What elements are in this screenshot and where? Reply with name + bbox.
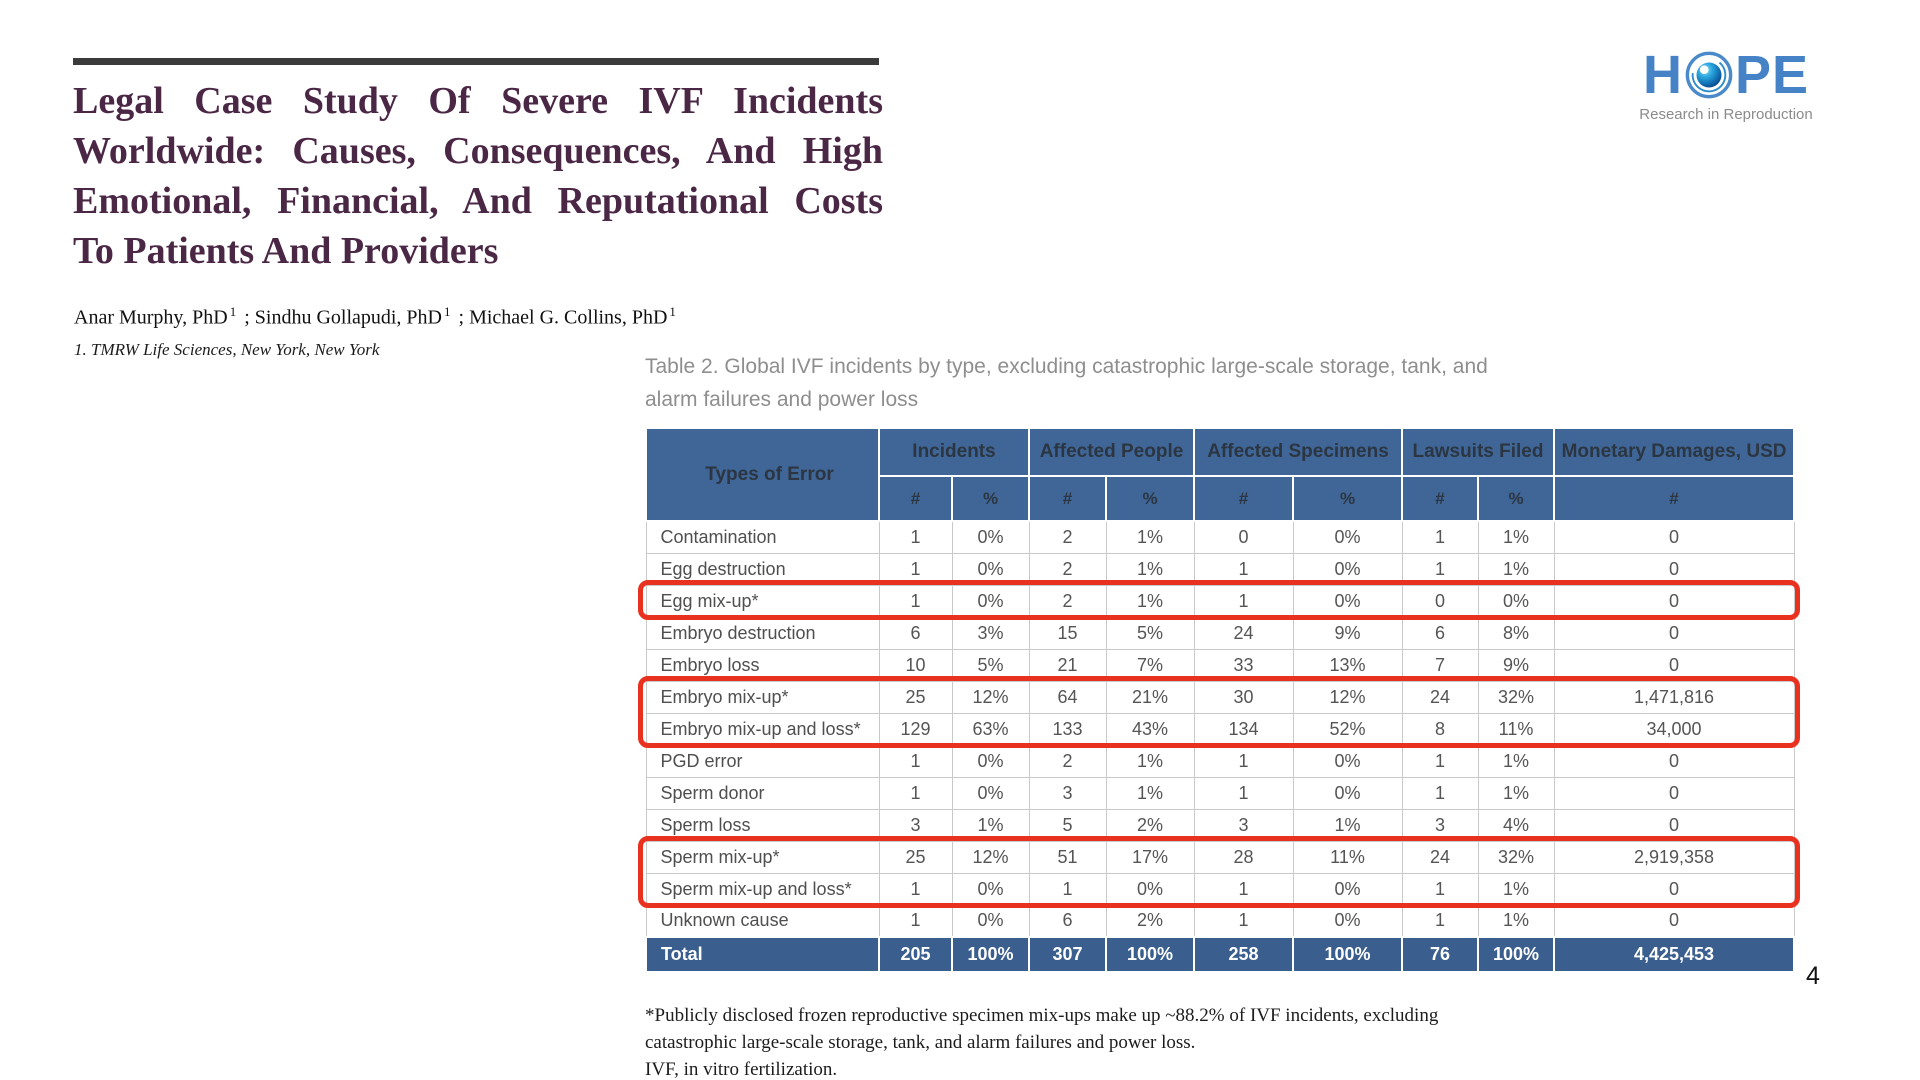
cell-value: 11%: [1293, 841, 1402, 873]
cell-value: 1: [1194, 553, 1293, 585]
cell-value: 2,919,358: [1554, 841, 1794, 873]
cell-value: 12%: [1293, 681, 1402, 713]
cell-value: 8%: [1478, 617, 1554, 649]
table-row: [646, 521, 1794, 553]
cell-value: 25: [879, 681, 952, 713]
cell-value: 1%: [1106, 585, 1194, 617]
cell-value: 1: [1194, 745, 1293, 777]
author-affiliation-sup: 1: [444, 304, 451, 319]
row-label: Sperm mix-up*: [646, 841, 879, 873]
cell-value: 1%: [1106, 553, 1194, 585]
subheader-incidents-pct: %: [952, 476, 1029, 521]
cell-value: 7%: [1106, 649, 1194, 681]
cell-value: 1: [1029, 873, 1106, 905]
author-affiliation-sup: 1: [669, 304, 676, 319]
cell-value: 5: [1029, 809, 1106, 841]
row-label: Embryo destruction: [646, 617, 879, 649]
author-separator: ;: [453, 306, 470, 329]
cell-value: 25: [879, 841, 952, 873]
table-body: [646, 521, 1794, 971]
cell-value: 32%: [1478, 681, 1554, 713]
row-label: Unknown cause: [646, 905, 879, 937]
cell-value: 2: [1029, 585, 1106, 617]
cell-value: 21: [1029, 649, 1106, 681]
cell-value: 1: [879, 745, 952, 777]
cell-value: 4%: [1478, 809, 1554, 841]
cell-value: 1: [1194, 777, 1293, 809]
cell-value: 10: [879, 649, 952, 681]
cell-value: 0%: [1293, 585, 1402, 617]
row-label: Egg mix-up*: [646, 585, 879, 617]
cell-value: 0: [1554, 745, 1794, 777]
cell-value: 0: [1554, 585, 1794, 617]
table-row: [646, 745, 1794, 777]
subheader-incidents-num: #: [879, 476, 952, 521]
footnotes: [645, 1002, 1515, 1080]
cell-value: 2: [1029, 553, 1106, 585]
table-row: [646, 617, 1794, 649]
cell-value: 0%: [1293, 873, 1402, 905]
cell-value: 0: [1554, 553, 1794, 585]
cell-value: 1: [1402, 521, 1478, 553]
cell-value: 258: [1194, 937, 1293, 971]
cell-value: 1: [1194, 585, 1293, 617]
cell-value: 7: [1402, 649, 1478, 681]
cell-value: 1%: [952, 809, 1029, 841]
logo-letter-h: H: [1642, 45, 1683, 105]
cell-value: 0: [1554, 905, 1794, 937]
table-row: [646, 649, 1794, 681]
cell-value: 30: [1194, 681, 1293, 713]
cell-value: 21%: [1106, 681, 1194, 713]
cell-value: 5%: [952, 649, 1029, 681]
row-label: Embryo mix-up*: [646, 681, 879, 713]
cell-value: 1%: [1478, 553, 1554, 585]
cell-value: 0%: [952, 553, 1029, 585]
cell-value: 1%: [1478, 777, 1554, 809]
subheader-specimens-pct: %: [1293, 476, 1402, 521]
cell-value: 307: [1029, 937, 1106, 971]
cell-value: 133: [1029, 713, 1106, 745]
cell-value: 1: [879, 905, 952, 937]
cell-value: 0: [1554, 777, 1794, 809]
cell-value: 12%: [952, 681, 1029, 713]
cell-value: 0%: [952, 905, 1029, 937]
cell-value: 6: [1402, 617, 1478, 649]
table-row: [646, 809, 1794, 841]
cell-value: 0: [1554, 873, 1794, 905]
cell-value: 8: [1402, 713, 1478, 745]
col-group-affected-specimens: Affected Specimens: [1194, 428, 1402, 476]
cell-value: 0%: [952, 585, 1029, 617]
cell-value: 1%: [1106, 777, 1194, 809]
cell-value: 1%: [1106, 521, 1194, 553]
cell-value: 1: [879, 553, 952, 585]
table-row: [646, 713, 1794, 745]
cell-value: 1%: [1293, 809, 1402, 841]
row-label: Embryo mix-up and loss*: [646, 713, 879, 745]
table-row: [646, 905, 1794, 937]
row-label: Sperm mix-up and loss*: [646, 873, 879, 905]
cell-value: 0%: [1293, 745, 1402, 777]
cell-value: 0: [1554, 649, 1794, 681]
cell-value: 129: [879, 713, 952, 745]
cell-value: 1: [1194, 905, 1293, 937]
cell-value: 3%: [952, 617, 1029, 649]
cell-value: 28: [1194, 841, 1293, 873]
table-row: [646, 585, 1794, 617]
cell-value: 63%: [952, 713, 1029, 745]
cell-value: 12%: [952, 841, 1029, 873]
table-total-row: [646, 937, 1794, 971]
hope-logo-wordmark: [1643, 46, 1809, 104]
cell-value: 76: [1402, 937, 1478, 971]
cell-value: 0: [1554, 521, 1794, 553]
cell-value: 24: [1402, 681, 1478, 713]
cell-value: 0%: [1106, 873, 1194, 905]
cell-value: 100%: [1478, 937, 1554, 971]
cell-value: 1: [879, 777, 952, 809]
cell-value: 3: [879, 809, 952, 841]
cell-value: 5%: [1106, 617, 1194, 649]
subheader-lawsuits-pct: %: [1478, 476, 1554, 521]
footnote-ivf: IVF, in vitro fertilization.: [645, 1059, 838, 1080]
cell-value: 134: [1194, 713, 1293, 745]
cell-value: 1%: [1478, 873, 1554, 905]
cell-value: 100%: [952, 937, 1029, 971]
subheader-specimens-num: #: [1194, 476, 1293, 521]
col-group-monetary-damages: Monetary Damages, USD: [1554, 428, 1794, 476]
cell-value: 0%: [1293, 521, 1402, 553]
cell-value: 100%: [1293, 937, 1402, 971]
title-line: Legal Case Study Of Severe IVF Incidents: [73, 80, 883, 122]
affiliation: 1. TMRW Life Sciences, New York, New York: [74, 340, 380, 359]
cell-value: 0%: [952, 745, 1029, 777]
subheader-people-pct: %: [1106, 476, 1194, 521]
row-label: Embryo loss: [646, 649, 879, 681]
cell-value: 3: [1029, 777, 1106, 809]
subheader-damages-num: #: [1554, 476, 1794, 521]
title-line: Emotional, Financial, And Reputational Costs: [73, 180, 883, 222]
row-label: PGD error: [646, 745, 879, 777]
authors-line: [74, 304, 834, 330]
cell-value: 64: [1029, 681, 1106, 713]
table-caption: Table 2. Global IVF incidents by type, excluding catastrophic large-scale storage, tank, and alarm failures and power loss: [645, 355, 1488, 411]
table-container: [645, 427, 1793, 971]
cell-value: 9%: [1293, 617, 1402, 649]
cell-value: 17%: [1106, 841, 1194, 873]
table-row: [646, 681, 1794, 713]
author-name: Michael G. Collins, PhD: [469, 306, 668, 329]
cell-value: 100%: [1106, 937, 1194, 971]
cell-value: 4,425,453: [1554, 937, 1794, 971]
cell-value: 1%: [1478, 521, 1554, 553]
col-group-affected-people: Affected People: [1029, 428, 1194, 476]
logo-letters-pe: PE: [1734, 45, 1810, 105]
cell-value: 3: [1194, 809, 1293, 841]
row-label: Sperm loss: [646, 809, 879, 841]
cell-value: 1: [1194, 873, 1293, 905]
cell-value: 0: [1402, 585, 1478, 617]
logo-tagline: Research in Reproduction: [1639, 106, 1813, 123]
cell-value: 2%: [1106, 809, 1194, 841]
author-separator: ;: [239, 306, 255, 329]
cell-value: 1: [1402, 553, 1478, 585]
cell-value: 0: [1194, 521, 1293, 553]
cell-value: 33: [1194, 649, 1293, 681]
footnote-asterisk: *Publicly disclosed frozen reproductive specimen mix-ups make up ~88.2% of IVF incidents, excluding catastrophic large-scale storage, tank, and alarm failures and power loss.: [645, 1005, 1439, 1053]
cell-value: 0: [1554, 809, 1794, 841]
cell-value: 6: [879, 617, 952, 649]
subheader-people-num: #: [1029, 476, 1106, 521]
row-label: Egg destruction: [646, 553, 879, 585]
cell-value: 15: [1029, 617, 1106, 649]
cell-value: 11%: [1478, 713, 1554, 745]
cell-value: 9%: [1478, 649, 1554, 681]
cell-value: 0%: [1478, 585, 1554, 617]
table-header: [646, 428, 1794, 521]
cell-value: 1%: [1106, 745, 1194, 777]
table-row: [646, 553, 1794, 585]
cell-value: 205: [879, 937, 952, 971]
title-line: To Patients And Providers: [73, 230, 499, 272]
page-number: 4: [1806, 962, 1820, 990]
cell-value: 0%: [952, 777, 1029, 809]
cell-value: 52%: [1293, 713, 1402, 745]
cell-value: 51: [1029, 841, 1106, 873]
cell-value: 2: [1029, 745, 1106, 777]
cell-value: 0: [1554, 617, 1794, 649]
cell-value: 24: [1402, 841, 1478, 873]
title-line: Worldwide: Causes, Consequences, And High: [73, 130, 883, 172]
cell-value: 32%: [1478, 841, 1554, 873]
author-name: Anar Murphy, PhD: [74, 306, 228, 329]
eye-icon: [1684, 50, 1734, 100]
cell-value: 1%: [1478, 905, 1554, 937]
cell-value: 0%: [952, 873, 1029, 905]
cell-value: 3: [1402, 809, 1478, 841]
row-label: Contamination: [646, 521, 879, 553]
cell-value: 6: [1029, 905, 1106, 937]
cell-value: 1: [1402, 873, 1478, 905]
cell-value: 43%: [1106, 713, 1194, 745]
cell-value: 1: [1402, 777, 1478, 809]
hope-logo: [1630, 46, 1822, 123]
cell-value: 24: [1194, 617, 1293, 649]
cell-value: 0%: [1293, 553, 1402, 585]
table-row: [646, 873, 1794, 905]
cell-value: 2%: [1106, 905, 1194, 937]
row-label: Total: [646, 937, 879, 971]
cell-value: 34,000: [1554, 713, 1794, 745]
cell-value: 1,471,816: [1554, 681, 1794, 713]
author-affiliation-sup: 1: [229, 304, 237, 319]
cell-value: 1: [879, 873, 952, 905]
cell-value: 1: [1402, 905, 1478, 937]
cell-value: 0%: [1293, 905, 1402, 937]
cell-value: 0%: [1293, 777, 1402, 809]
author-name: Sindhu Gollapudi, PhD: [254, 306, 443, 329]
col-group-lawsuits-filed: Lawsuits Filed: [1402, 428, 1554, 476]
cell-value: 1: [879, 585, 952, 617]
cell-value: 1: [1402, 745, 1478, 777]
col-group-incidents: Incidents: [879, 428, 1029, 476]
subheader-lawsuits-num: #: [1402, 476, 1478, 521]
col-header-types-of-error: Types of Error: [646, 428, 879, 521]
cell-value: 13%: [1293, 649, 1402, 681]
page-title: [73, 76, 883, 276]
ivf-incidents-table: [645, 427, 1795, 971]
cell-value: 1%: [1478, 745, 1554, 777]
cell-value: 0%: [952, 521, 1029, 553]
table-row: [646, 777, 1794, 809]
row-label: Sperm donor: [646, 777, 879, 809]
cell-value: 1: [879, 521, 952, 553]
table-row: [646, 841, 1794, 873]
title-rule: [73, 58, 879, 65]
cell-value: 2: [1029, 521, 1106, 553]
